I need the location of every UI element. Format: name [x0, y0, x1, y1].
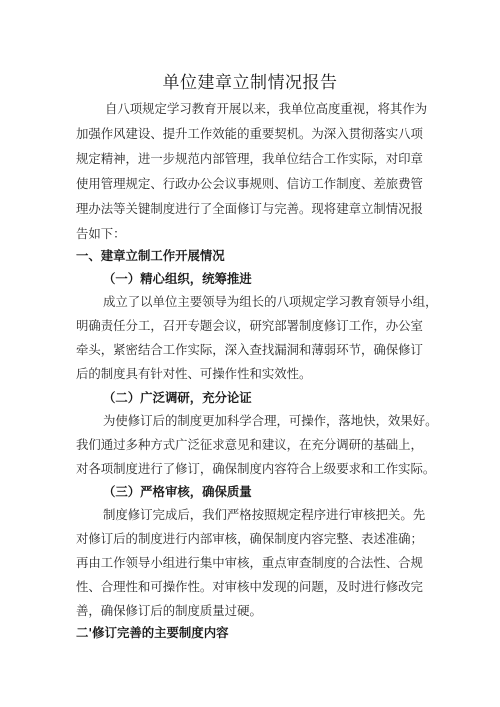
page-title: 单位建章立制情况报告	[162, 73, 338, 93]
section-heading-1: 一、建章立制工作开展情况	[76, 248, 225, 263]
sub1-line-4: 后的制度具有针对性、可操作性和实效性。	[76, 366, 312, 381]
intro-line-1: 自八项规定学习教育开展以来，我单位高度重视，将其作为	[105, 101, 428, 116]
sub2-line-1: 为使修订后的制度更加科学合理，可操作，落地快，效果好。	[103, 413, 438, 428]
subsection-heading-2: （二）广泛调研，充分论证	[103, 390, 252, 405]
sub2-line-2: 我们通过多种方式广泛征求意见和建议，在充分调研的基础上，	[76, 437, 423, 452]
sub3-line-5: 善，确保修订后的制度质量过硬。	[76, 603, 262, 618]
intro-line-4: 使用管理规定、行政办公会议事规则、信访工作制度、差旅费管	[76, 176, 423, 191]
sub1-line-1: 成立了以单位主要领导为组长的八项规定学习教育领导小组，	[103, 294, 438, 309]
intro-line-5: 理办法等关键制度进行了全面修订与完善。现将建章立制情况报	[76, 201, 423, 216]
sub1-line-2: 明确责任分工，召开专题会议，研究部署制度修订工作，办公室	[76, 318, 423, 333]
subsection-heading-3: （三）严格审核，确保质量	[103, 484, 252, 499]
sub3-line-4: 性、合理性和可操作性。对审核中发现的问题，及时进行修改完	[76, 579, 423, 594]
sub2-line-3: 对各项制度进行了修订，确保制度内容符合上级要求和工作实际。	[76, 461, 436, 476]
intro-line-2: 加强作风建设、提升工作效能的重要契机。为深入贯彻落实八项	[76, 126, 423, 141]
intro-line-6: 告如下：	[76, 226, 126, 241]
sub3-line-2: 对修订后的制度进行内部审核，确保制度内容完整、表述准确；	[76, 531, 423, 546]
sub1-line-3: 牵头，紧密结合工作实际，深入查找漏洞和薄弱环节，确保修订	[76, 342, 423, 357]
sub3-line-3: 再由工作领导小组进行集中审核，重点审查制度的合法性、合规	[76, 555, 423, 570]
intro-line-3: 规定精神，进一步规范内部管理，我单位结合工作实际，对印章	[76, 151, 423, 166]
subsection-heading-1: （一）精心组织，统筹推进	[103, 271, 252, 286]
section-heading-2: 二'修订完善的主要制度内容	[76, 625, 229, 640]
sub3-line-1: 制度修订完成后，我们严格按照规定程序进行审核把关。先	[103, 507, 426, 522]
